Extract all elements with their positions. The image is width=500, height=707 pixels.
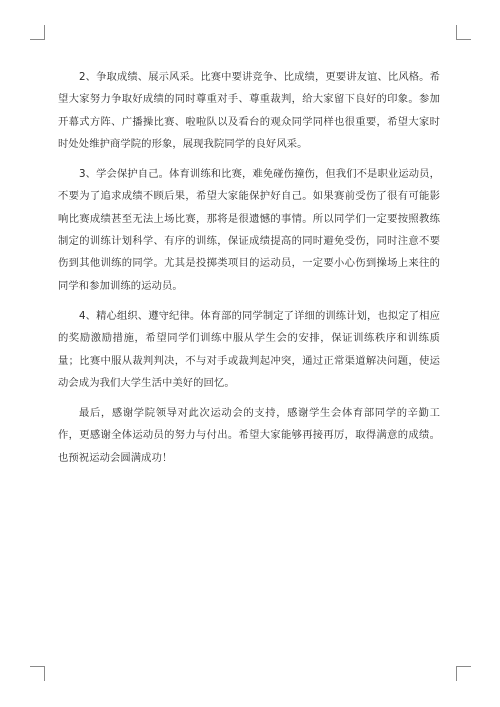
paragraph-protect-yourself: 3、学会保护自己。体育训练和比赛，难免碰伤撞伤，但我们不是职业运动员，不要为了追求成绩不顾后果，希望大家能保护好自己。如果赛前受伤了很有可能影响比赛成绩甚至无法上场比赛，那将是很遗憾的事情。所以同学们一定要按照教练制定的训练计划科学、有序的训练，保证成绩提高的同时避免受伤，同时注意不要伤到其他训练的同学。尤其是投掷类项目的运动员，一定要小心伤到操场上来往的同学和参加训练的运动员。 bbox=[58, 168, 440, 292]
paragraph-organize-and-discipline: 4、精心组织、遵守纪律。体育部的同学制定了详细的训练计划，也拟定了相应的奖励激励措施，希望同学们训练中服从学生会的安排，保证训练秩序和训练质量；比赛中服从裁判判决，不与对手或裁判起冲突，通过正常渠道解决问题，使运动会成为我们大学生活中美好的回忆。 bbox=[58, 309, 440, 389]
crop-mark-bottom-left bbox=[30, 666, 45, 681]
crop-mark-top-left bbox=[30, 25, 45, 40]
paragraph-compete-for-results: 2、争取成绩、展示风采。比赛中要讲竞争、比成绩，更要讲友谊、比风格。希望大家努力争取好成绩的同时尊重对手、尊重裁判，给大家留下良好的印象。参加开幕式方阵、广播操比赛、啦啦队以及看台的观众同学同样也很重要，希望大家时时处处维护商学院的形象，展现我院同学的良好风采。 bbox=[58, 71, 440, 150]
paragraph-closing-thanks: 最后，感谢学院领导对此次运动会的支持，感谢学生会体育部同学的辛勤工作，更感谢全体运动员的努力与付出。希望大家能够再接再厉，取得满意的成绩。也预祝运动会圆满成功！ bbox=[58, 407, 440, 464]
crop-mark-top-right bbox=[456, 25, 471, 40]
document-body bbox=[58, 66, 440, 477]
crop-mark-bottom-right bbox=[456, 666, 471, 681]
